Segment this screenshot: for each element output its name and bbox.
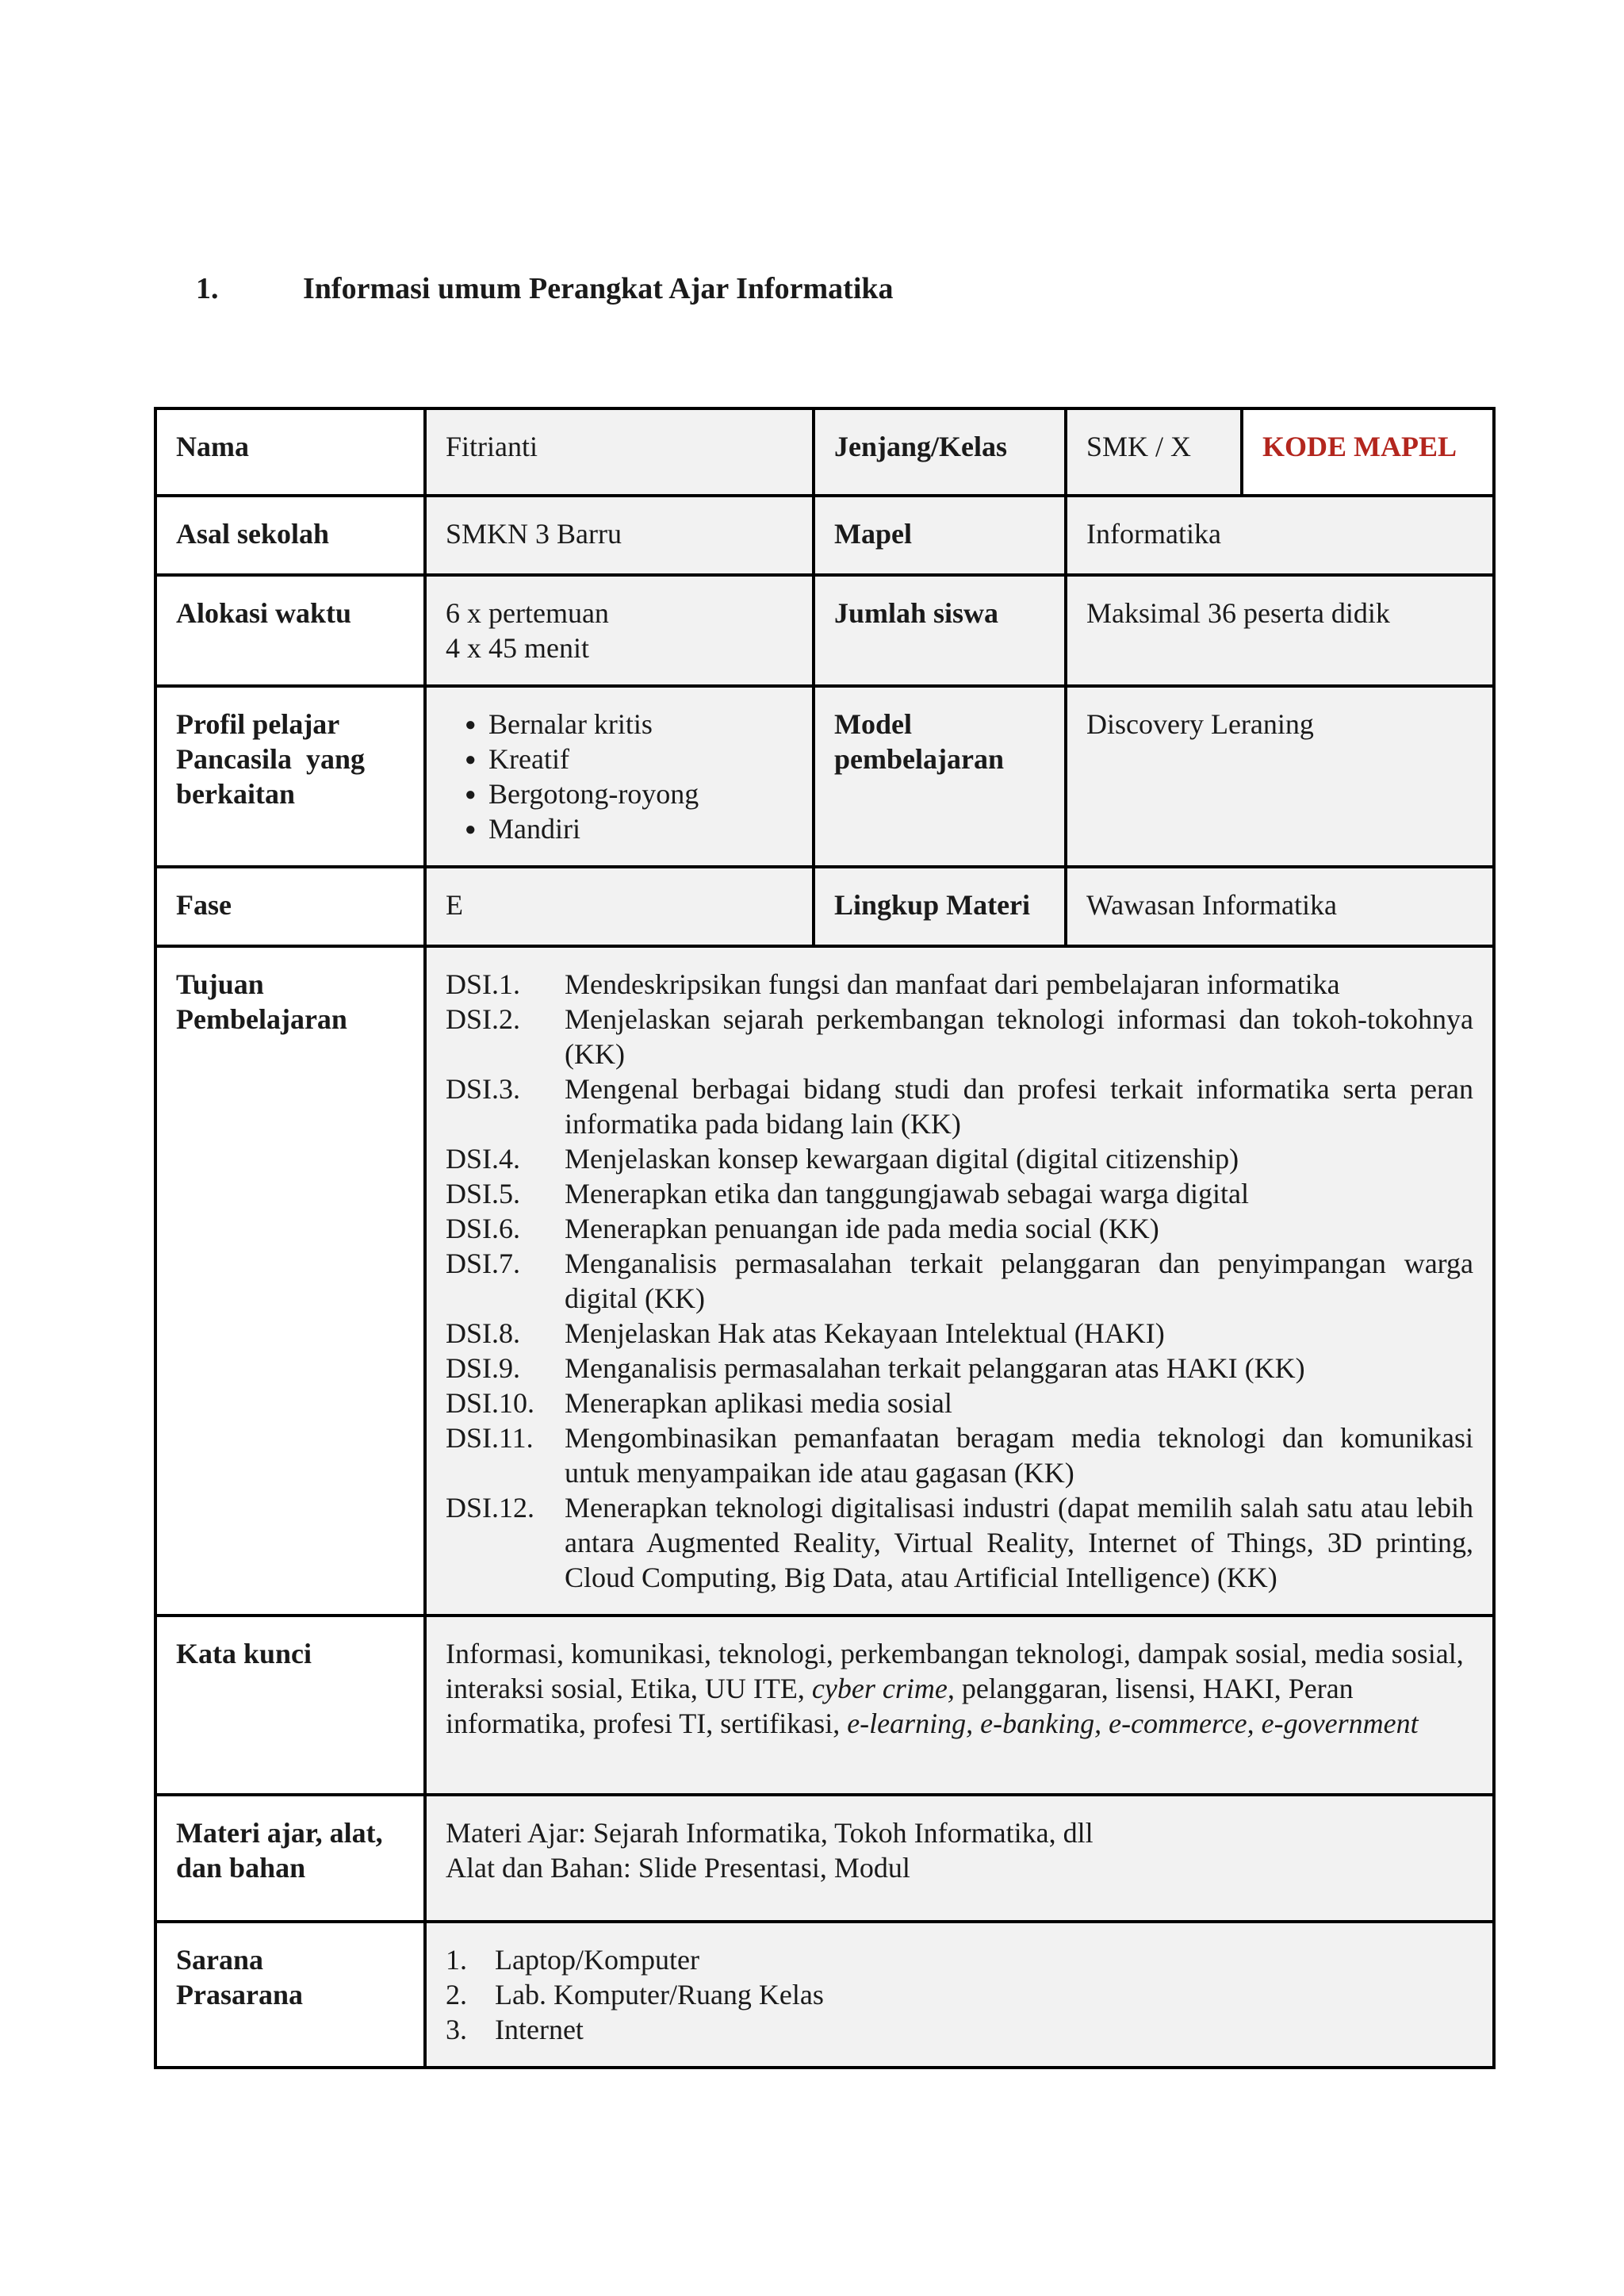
value-model: Discovery Leraning — [1066, 686, 1494, 867]
label-lingkup: Lingkup Materi — [814, 867, 1066, 946]
value-kata-kunci — [425, 1616, 1494, 1795]
label-sarana-line-1: Sarana — [176, 1944, 264, 1976]
label-model-line-1: Model — [834, 708, 912, 740]
label-model-line-2: pembelajaran — [834, 743, 1004, 775]
list-item — [446, 1141, 1473, 1176]
label-materi-line-2: dan bahan — [176, 1852, 306, 1884]
row-fase — [155, 867, 1494, 946]
list-item: ● Bernalar kritis — [465, 707, 793, 742]
label-asal: Asal sekolah — [155, 496, 425, 575]
item-number: 1. — [446, 1944, 467, 1976]
dsi-code: DSI.11. — [446, 1422, 534, 1454]
dsi-text: Menjelaskan konsep kewargaan digital (digital citizenship) — [565, 1143, 1239, 1175]
dsi-code: DSI.12. — [446, 1492, 535, 1524]
list-item — [446, 1002, 1473, 1071]
kata-italic-2: e-learning, e-banking, e-commerce, e-government — [847, 1708, 1419, 1739]
list-item — [446, 1246, 1473, 1316]
dsi-code: DSI.7. — [446, 1248, 521, 1279]
list-item — [446, 1490, 1473, 1595]
label-profil — [155, 686, 425, 867]
label-profil-line-1: Profil pelajar — [176, 708, 340, 740]
value-sarana — [425, 1922, 1494, 2068]
list-item: ● Bergotong-royong — [465, 776, 793, 811]
label-sarana-line-2: Prasarana — [176, 1979, 303, 2010]
label-model — [814, 686, 1066, 867]
row-profil — [155, 686, 1494, 867]
item-text: Laptop/Komputer — [495, 1944, 699, 1976]
alokasi-line-2: 4 x 45 menit — [446, 632, 589, 664]
list-item — [446, 1211, 1473, 1246]
materi-line-1: Materi Ajar: Sejarah Informatika, Tokoh Informatika, dll — [446, 1817, 1094, 1849]
row-alokasi — [155, 575, 1494, 686]
section-heading — [196, 271, 894, 306]
row-asal — [155, 496, 1494, 575]
label-sarana — [155, 1922, 425, 2068]
materi-line-2: Alat dan Bahan: Slide Presentasi, Modul — [446, 1852, 910, 1884]
label-tujuan-line-2: Pembelajaran — [176, 1003, 347, 1035]
value-lingkup: Wawasan Informatika — [1066, 867, 1494, 946]
dsi-text: Menerapkan aplikasi media sosial — [565, 1387, 952, 1419]
kata-text-1: Informasi, komunikasi, teknologi, perkembangan teknologi, dampak sosial, media sosial, interaksi sosial, Etika, UU ITE, — [446, 1638, 1464, 1704]
list-item — [446, 1176, 1473, 1211]
label-mapel: Mapel — [814, 496, 1066, 575]
item-number: 3. — [446, 2014, 467, 2045]
info-table — [154, 407, 1496, 2069]
list-item — [446, 2012, 1473, 2047]
dsi-text: Menerapkan penuangan ide pada media social (KK) — [565, 1213, 1159, 1244]
sarana-list — [446, 1942, 1473, 2047]
label-kata-kunci: Kata kunci — [155, 1616, 425, 1795]
dsi-code: DSI.10. — [446, 1387, 535, 1419]
label-materi — [155, 1795, 425, 1922]
row-nama — [155, 408, 1494, 496]
kata-text-2: pelanggaran, lisensi, HAKI, Peran informatika, profesi TI, sertifikasi, — [446, 1673, 1354, 1739]
list-item — [446, 1351, 1473, 1386]
list-item: ● Kreatif — [465, 742, 793, 776]
value-mapel: Informatika — [1066, 496, 1494, 575]
list-item: ● Mandiri — [465, 811, 793, 846]
dsi-text: Menganalisis permasalahan terkait pelanggaran atas HAKI (KK) — [565, 1352, 1305, 1384]
value-alokasi — [425, 575, 814, 686]
dsi-code: DSI.5. — [446, 1178, 521, 1209]
item-text: Internet — [495, 2014, 584, 2045]
item-text: Lab. Komputer/Ruang Kelas — [495, 1979, 824, 2010]
kata-italic-1: cyber crime, — [811, 1673, 955, 1704]
list-item — [446, 1420, 1473, 1490]
label-fase: Fase — [155, 867, 425, 946]
item-number: 2. — [446, 1979, 467, 2010]
dsi-code: DSI.3. — [446, 1073, 521, 1105]
list-item — [446, 1977, 1473, 2012]
list-item — [446, 1316, 1473, 1351]
value-tujuan — [425, 946, 1494, 1616]
list-item — [446, 967, 1473, 1002]
list-item — [446, 1071, 1473, 1141]
dsi-code: DSI.8. — [446, 1317, 521, 1349]
profil-list — [446, 707, 793, 846]
label-alokasi: Alokasi waktu — [155, 575, 425, 686]
dsi-text: Mendeskripsikan fungsi dan manfaat dari pembelajaran informatika — [565, 968, 1340, 1000]
row-materi — [155, 1795, 1494, 1922]
label-materi-line-1: Materi ajar, alat, — [176, 1817, 383, 1849]
dsi-text: Menjelaskan Hak atas Kekayaan Intelektual (HAKI) — [565, 1317, 1165, 1349]
row-tujuan — [155, 946, 1494, 1616]
label-tujuan — [155, 946, 425, 1616]
value-materi — [425, 1795, 1494, 1922]
alokasi-line-1: 6 x pertemuan — [446, 597, 609, 629]
dsi-code: DSI.4. — [446, 1143, 521, 1175]
kode-mapel: KODE MAPEL — [1242, 408, 1494, 496]
label-jenjang: Jenjang/Kelas — [814, 408, 1066, 496]
label-jumlah: Jumlah siswa — [814, 575, 1066, 686]
value-asal: SMKN 3 Barru — [425, 496, 814, 575]
dsi-text: Menganalisis permasalahan terkait pelanggaran dan penyimpangan warga digital (KK) — [565, 1248, 1473, 1314]
value-fase: E — [425, 867, 814, 946]
label-tujuan-line-1: Tujuan — [176, 968, 264, 1000]
label-profil-line-3: berkaitan — [176, 778, 296, 810]
dsi-code: DSI.6. — [446, 1213, 521, 1244]
dsi-code: DSI.2. — [446, 1003, 521, 1035]
dsi-code: DSI.9. — [446, 1352, 521, 1384]
dsi-text: Menjelaskan sejarah perkembangan teknologi informasi dan tokoh-tokohnya (KK) — [565, 1003, 1473, 1070]
list-item — [446, 1942, 1473, 1977]
section-number: 1. — [196, 272, 219, 305]
list-item — [446, 1386, 1473, 1420]
section-title: Informasi umum Perangkat Ajar Informatika — [303, 272, 894, 305]
value-jumlah: Maksimal 36 peserta didik — [1066, 575, 1494, 686]
row-kata-kunci — [155, 1616, 1494, 1795]
dsi-text: Menerapkan etika dan tanggungjawab sebagai warga digital — [565, 1178, 1250, 1209]
dsi-text: Mengombinasikan pemanfaatan beragam media teknologi dan komunikasi untuk menyampaikan ide atau gagasan (KK) — [565, 1422, 1473, 1489]
dsi-text: Menerapkan teknologi digitalisasi industri (dapat memilih salah satu atau lebih antara Augmented Reality, Virtual Reality, Internet of Things, 3D printing, Cloud Computing, Big Data, atau Artificial Intelligence) (KK) — [565, 1492, 1473, 1593]
row-sarana — [155, 1922, 1494, 2068]
dsi-code: DSI.1. — [446, 968, 521, 1000]
value-nama: Fitrianti — [425, 408, 814, 496]
value-profil — [425, 686, 814, 867]
dsi-text: Mengenal berbagai bidang studi dan profesi terkait informatika serta peran informatika pada bidang lain (KK) — [565, 1073, 1473, 1140]
label-nama: Nama — [155, 408, 425, 496]
value-jenjang: SMK / X — [1066, 408, 1242, 496]
label-profil-line-2: Pancasila yang — [176, 743, 366, 775]
